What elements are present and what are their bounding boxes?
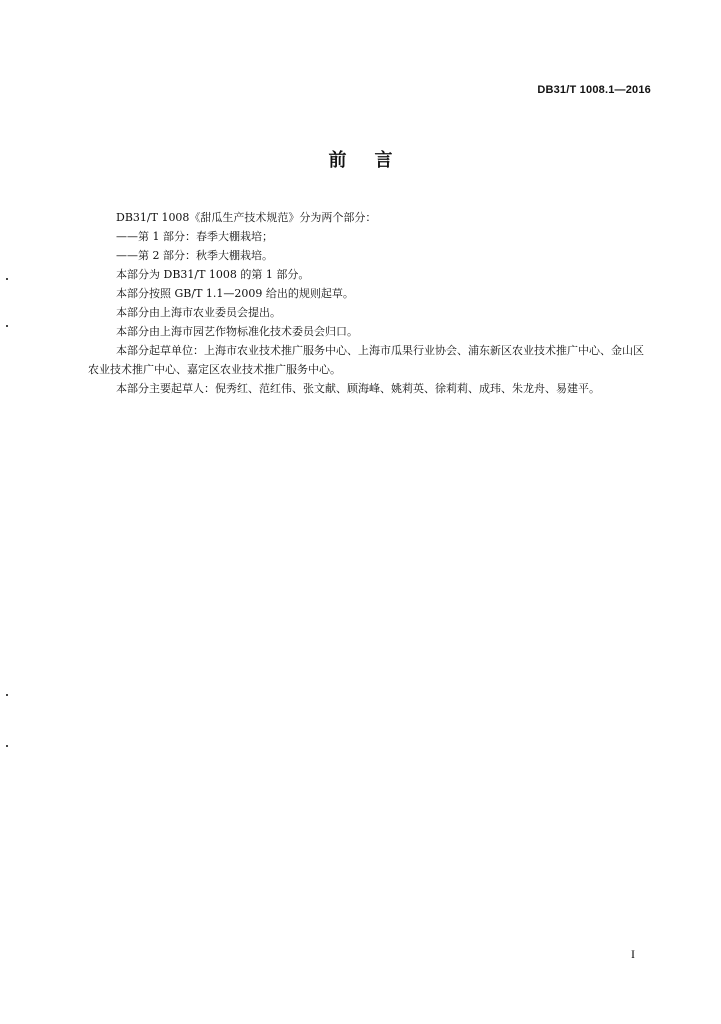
scan-mark <box>6 278 8 280</box>
scope-paragraph: 本部分为 DB31/T 1008 的第 1 部分。 <box>116 268 310 281</box>
scan-mark <box>6 694 8 696</box>
list-item-part-2: ——第 2 部分：秋季大棚栽培。 <box>116 249 273 262</box>
list-item-part-1: ——第 1 部分：春季大棚栽培； <box>116 230 273 243</box>
rules-paragraph: 本部分按照 GB/T 1.1—2009 给出的规则起草。 <box>116 287 354 300</box>
proposer-paragraph: 本部分由上海市农业委员会提出。 <box>116 306 281 319</box>
drafters-paragraph: 本部分主要起草人：倪秀红、范红伟、张文献、顾海峰、姚莉英、徐莉莉、成玮、朱龙舟、易建平。 <box>116 382 600 395</box>
intro-paragraph: DB31/T 1008《甜瓜生产技术规范》分为两个部分： <box>116 211 377 224</box>
foreword-body <box>88 208 648 398</box>
document-code: DB31/T 1008.1—2016 <box>537 84 651 96</box>
page-title: 前言 <box>328 150 421 171</box>
scan-mark <box>6 745 8 747</box>
scan-mark <box>6 325 8 327</box>
drafting-units-paragraph: 本部分起草单位：上海市农业技术推广服务中心、上海市瓜果行业协会、浦东新区农业技术推广中心、金山区农业技术推广中心、嘉定区农业技术推广服务中心。 <box>88 344 644 376</box>
centralized-paragraph: 本部分由上海市园艺作物标准化技术委员会归口。 <box>116 325 358 338</box>
page-number: I <box>631 947 635 961</box>
